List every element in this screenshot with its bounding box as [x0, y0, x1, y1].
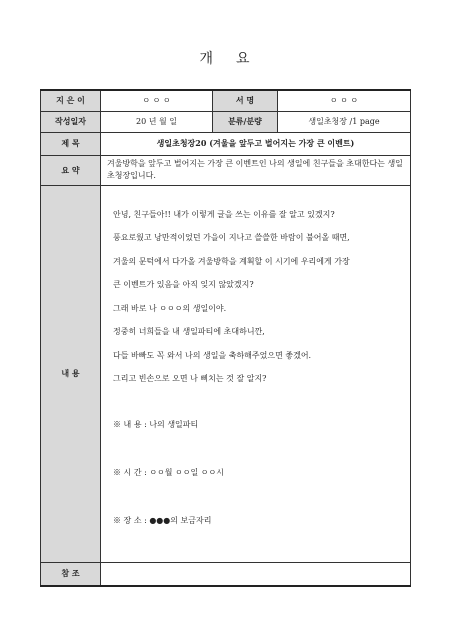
page-title-right: 요: [236, 51, 251, 67]
reference-value: [101, 562, 411, 586]
category-value: 생일초청장 /1 page: [278, 111, 411, 132]
item-event: ※ 내 용 : 나의 생일파티: [113, 419, 199, 429]
reference-label: 참 조: [41, 562, 101, 586]
page-title: [0, 48, 450, 68]
content-line: 그리고 빈손으로 오면 나 삐치는 것 잘 알지?: [113, 374, 267, 383]
writer-value: ㅇ ㅇ ㅇ: [101, 90, 213, 111]
content-line: 큰 이벤트가 있음을 아직 잊지 않았겠지?: [113, 280, 254, 289]
content-line: 정중히 너희들을 내 생일파티에 초대하니깐,: [113, 327, 265, 336]
summary-label: 요 약: [41, 155, 101, 185]
date-row: [41, 111, 411, 132]
item-place: ※ 장 소 : ●●●의 보금자리: [113, 515, 212, 525]
writer-row: [41, 90, 411, 111]
content-line: 풍요로웠고 낭만적이었던 가을이 지나고 쓸쓸한 바람이 불어올 때면,: [113, 233, 350, 242]
category-label: 분류/분량: [213, 111, 278, 132]
sign-value: ㅇ ㅇ ㅇ: [278, 90, 411, 111]
content-line: 안녕, 친구들아!! 내가 이렇게 글을 쓰는 이유를 잘 알고 있겠지?: [113, 209, 335, 219]
overview-form-table: [40, 89, 411, 587]
subject-label: 제 목: [41, 132, 101, 155]
summary-value: 겨울방학을 앞두고 벌어지는 가장 큰 이벤트인 나의 생일에 친구들을 초대한다는 생일초청장입니다.: [101, 155, 411, 185]
writer-label: 지 은 이: [41, 90, 101, 111]
date-label: 작성일자: [41, 111, 101, 132]
item-time: ※ 시 간 : ㅇㅇ월 ㅇㅇ일 ㅇㅇ시: [113, 467, 224, 477]
summary-row: [41, 155, 411, 185]
content-line: 그래 바로 나 ㅇㅇㅇ의 생일이야.: [113, 303, 227, 313]
content-label: 내 용: [41, 185, 101, 562]
content-cell: [101, 185, 411, 562]
subject-row: [41, 132, 411, 155]
content-items: [113, 418, 410, 562]
content-body: [101, 186, 410, 562]
reference-row: [41, 562, 411, 586]
subject-value: 생일초청장20 (겨울을 앞두고 벌어지는 가장 큰 이벤트): [101, 132, 411, 155]
page-title-left: 개: [199, 51, 214, 67]
content-row: [41, 185, 411, 562]
date-value: 20 년 월 일: [101, 111, 213, 132]
content-line: 겨울의 문턱에서 다가올 겨울방학을 계획할 이 시기에 우리에게 가장: [113, 256, 350, 266]
content-line: 다들 바빠도 꼭 와서 나의 생일을 축하해주었으면 좋겠어.: [113, 350, 312, 360]
sign-label: 서 명: [213, 90, 278, 111]
